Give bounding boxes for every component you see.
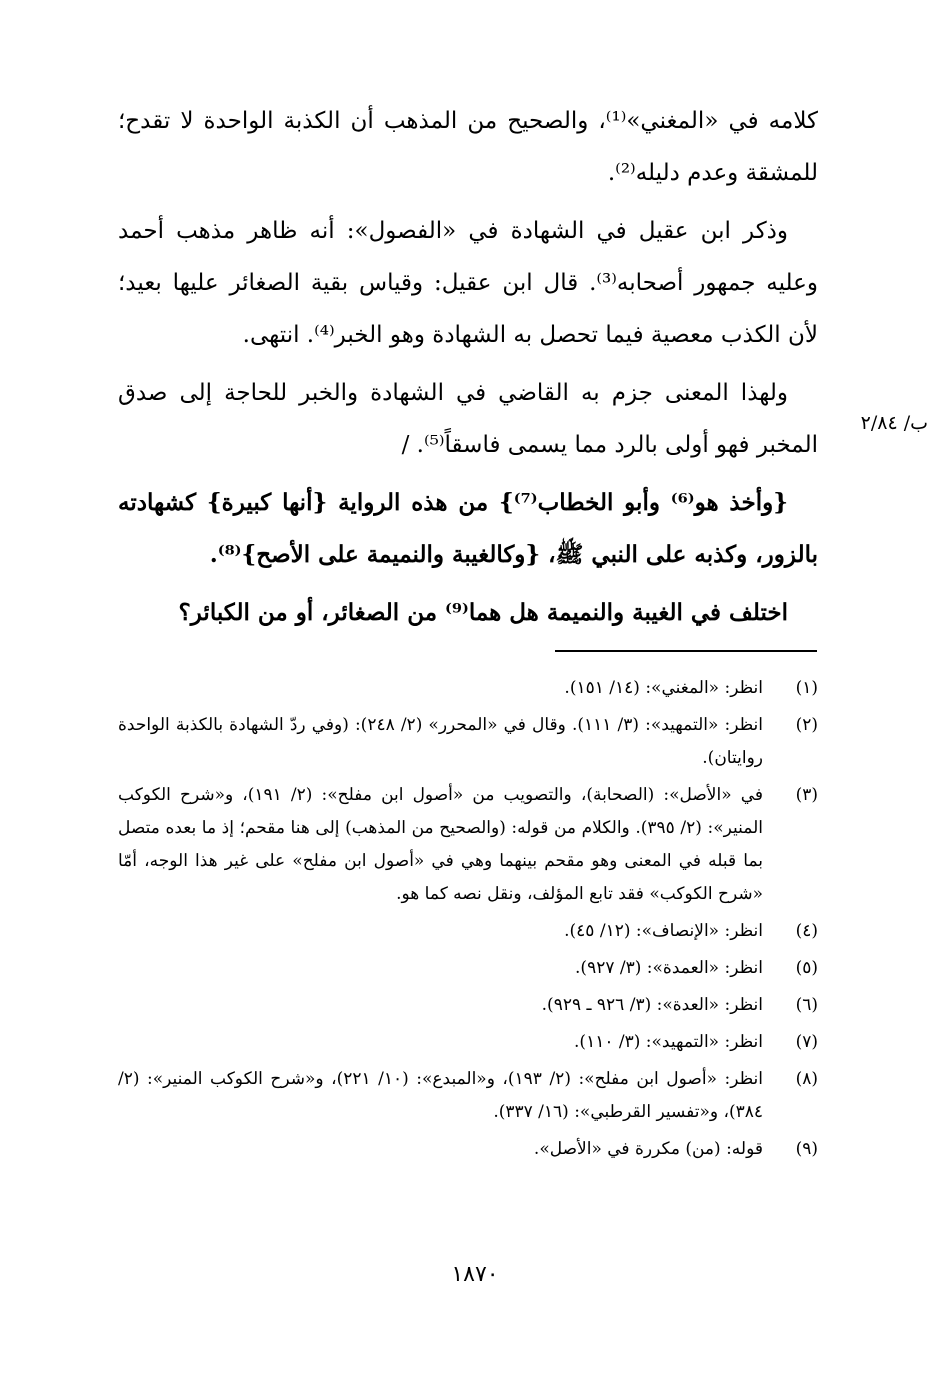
footnote-divider: [555, 650, 817, 652]
footnote-number: (٢): [795, 715, 818, 735]
paragraph-4: {وأخذ هو⁽⁶⁾ وأبو الخطاب⁽⁷⁾} من هذه الرواية {أنها كبيرة} كشهادته بالزور، وكذبه على النبي ﷺ، {وكالغيبة والنميمة على الأصح}⁽⁸⁾.: [118, 489, 818, 568]
footnote-8: [118, 1063, 818, 1129]
main-text: [118, 95, 818, 645]
footnote-text: انظر: «العمدة»: (٣/ ٩٢٧).: [575, 958, 763, 978]
footnote-text: انظر: «أصول ابن مفلح»: (٢/ ١٩٣)، و«المبدع»: (١٠/ ٢٢١)، و«شرح الكوكب المنير»: (٢/ ٣٨٤)، و«تفسير القرطبي»: (١٦/ ٣٣٧).: [118, 1069, 763, 1122]
footnote-5: [118, 952, 818, 985]
footnote-number: (٨): [795, 1069, 818, 1089]
footnotes: [118, 672, 818, 1170]
footnote-1: [118, 672, 818, 705]
footnote-number: (٥): [795, 958, 818, 978]
footnote-text: انظر: «التمهيد»: (٣/ ١١١). وقال في «المحرر» (٢/ ٢٤٨): (وفي ردّ الشهادة بالكذبة الواحدة روايتان).: [118, 715, 763, 768]
footnote-number: (٤): [795, 921, 818, 941]
footnote-6: [118, 989, 818, 1022]
footnote-text: انظر: «العدة»: (٣/ ٩٢٦ ـ ٩٢٩).: [541, 995, 763, 1015]
footnote-text: في «الأصل»: (الصحابة)، والتصويب من «أصول ابن مفلح»: (٢/ ١٩١)، و«شرح الكوكب المنير»: (٢/ ٣٩٥). والكلام من قوله: (والصحيح من المذهب) إلى هنا مقحم؛ إذ ما بعده متصل بما قبله في المعنى وهو مقحم بينهما وهي في «أصول ابن مفلح» على غير هذا الوجه، أمّا «شرح الكوكب» فقد تابع المؤلف، ونقل نصه كما هو.: [118, 785, 763, 904]
footnote-number: (١): [795, 678, 818, 698]
paragraph-5: اختلف في الغيبة والنميمة هل هما⁽⁹⁾ من الصغائر، أو من الكبائر؟: [178, 599, 788, 626]
footnote-number: (٧): [795, 1032, 818, 1052]
footnote-text: انظر: «المغني»: (١٤/ ١٥١).: [564, 678, 763, 698]
footnote-text: قوله: (من) مكررة في «الأصل».: [533, 1139, 763, 1159]
manuscript-folio-note: ب/ ٢/٨٤: [860, 412, 928, 434]
footnote-number: (٩): [795, 1139, 818, 1159]
page-number: ١٨٧٠: [451, 1262, 499, 1287]
footnote-2: [118, 709, 818, 775]
footnote-number: (٣): [795, 785, 818, 805]
paragraph-1: كلامه في «المغني»⁽¹⁾، والصحيح من المذهب أن الكذبة الواحدة لا تقدح؛ للمشقة وعدم دليله⁽²⁾.: [118, 108, 818, 186]
paragraph-2: وذكر ابن عقيل في الشهادة في «الفصول»: أنه ظاهر مذهب أحمد وعليه جمهور أصحابه⁽³⁾. قال ابن عقيل: وقياس بقية الصغائر عليها بعيد؛ لأن الكذب معصية فيما تحصل به الشهادة وهو الخبر⁽⁴⁾. انتهى.: [118, 218, 818, 348]
paragraph-3: ولهذا المعنى جزم به القاضي في الشهادة والخبر للحاجة إلى صدق المخبر فهو أولى بالرد مما يسمى فاسقاً⁽⁵⁾. /: [118, 380, 818, 458]
footnote-text: انظر: «الإنصاف»: (١٢/ ٤٥).: [564, 921, 763, 941]
footnote-text: انظر: «التمهيد»: (٣/ ١١٠).: [574, 1032, 763, 1052]
footnote-9: [118, 1133, 818, 1166]
footnote-number: (٦): [795, 995, 818, 1015]
footnote-3: [118, 779, 818, 911]
footnote-4: [118, 915, 818, 948]
footnote-7: [118, 1026, 818, 1059]
